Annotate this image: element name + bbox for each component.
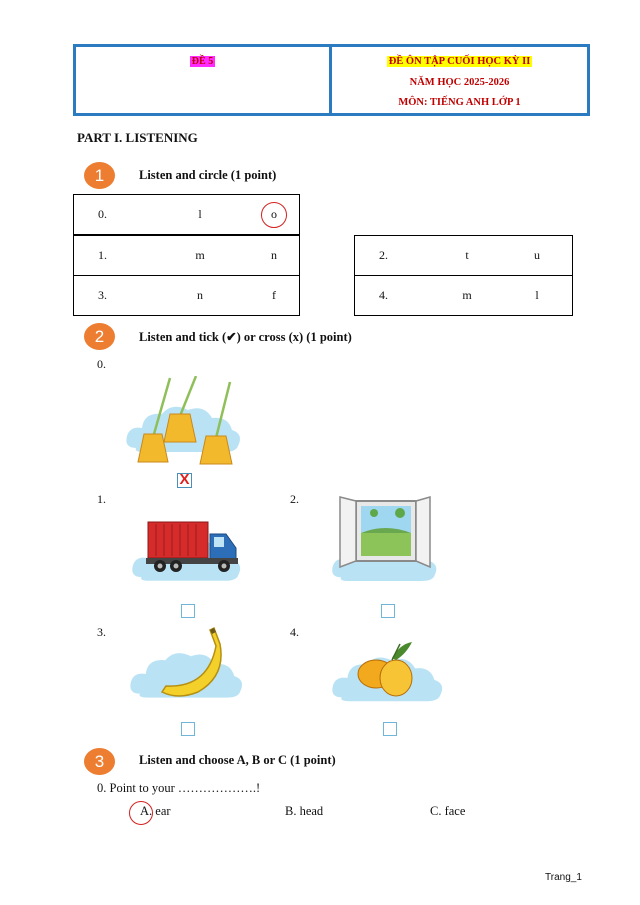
question-0: 0. Point to your ……………….! — [97, 781, 261, 795]
answer-checkbox[interactable] — [381, 604, 395, 618]
exam-title: ĐỀ ÔN TẬP CUỐI HỌC KỲ II — [388, 56, 531, 67]
header-box — [73, 44, 590, 116]
table-row — [74, 276, 300, 316]
task1-example-table — [73, 194, 300, 235]
item-number: 2. — [290, 492, 299, 506]
cross-answer-box[interactable]: X — [177, 473, 192, 488]
row-number: 4. — [379, 288, 388, 302]
answer-checkbox[interactable] — [383, 722, 397, 736]
item-number: 4. — [290, 625, 299, 639]
task1-badge: 1 — [84, 162, 115, 189]
banana-icon — [128, 626, 246, 708]
option-a[interactable]: A. ear — [140, 804, 171, 818]
table-row — [74, 236, 300, 276]
option-a[interactable]: t — [465, 248, 469, 262]
answer-checkbox[interactable] — [181, 604, 195, 618]
option-b[interactable]: f — [272, 288, 276, 302]
window-icon — [330, 493, 440, 593]
mango-icon — [330, 634, 446, 710]
item-number: 1. — [97, 492, 106, 506]
page-number: Trang_1 — [545, 872, 582, 883]
option-a[interactable]: m — [195, 248, 205, 262]
brooms-icon — [122, 376, 248, 468]
option-c[interactable]: C. face — [430, 804, 466, 818]
task1-title: Listen and circle (1 point) — [139, 168, 277, 182]
part-title: PART I. LISTENING — [77, 130, 198, 145]
option-b[interactable]: B. head — [285, 804, 324, 818]
row-number: 1. — [98, 248, 107, 262]
option-b[interactable]: l — [535, 288, 539, 302]
option-a[interactable]: m — [462, 288, 472, 302]
option-b[interactable]: u — [534, 248, 540, 262]
header-right-cell — [332, 47, 587, 113]
task3-badge: 3 — [84, 748, 115, 775]
table-row — [74, 195, 300, 235]
task1-left-table — [73, 235, 300, 316]
item-number: 0. — [97, 357, 106, 371]
school-year: NĂM HỌC 2025-2026 — [409, 77, 510, 88]
task2-title: Listen and tick (✔) or cross (x) (1 point) — [139, 330, 352, 344]
table-row — [355, 276, 573, 316]
header-left-cell — [76, 47, 332, 113]
option-b[interactable]: n — [271, 248, 277, 262]
task3-title: Listen and choose A, B or C (1 point) — [139, 753, 336, 767]
option-a[interactable]: l — [198, 207, 202, 221]
row-number: 3. — [98, 288, 107, 302]
option-b[interactable] — [249, 202, 299, 228]
circled-answer: o — [261, 202, 287, 228]
truck-icon — [130, 506, 244, 592]
task1-right-table — [354, 235, 573, 316]
item-number: 3. — [97, 625, 106, 639]
option-a[interactable]: n — [197, 288, 203, 302]
table-row — [355, 236, 573, 276]
task2-badge: 2 — [84, 323, 115, 350]
row-number: 2. — [379, 248, 388, 262]
answer-checkbox[interactable] — [181, 722, 195, 736]
row-number: 0. — [98, 207, 107, 221]
subject: MÔN: TIẾNG ANH LỚP 1 — [398, 97, 521, 108]
exam-label: ĐỀ 5 — [191, 56, 214, 67]
